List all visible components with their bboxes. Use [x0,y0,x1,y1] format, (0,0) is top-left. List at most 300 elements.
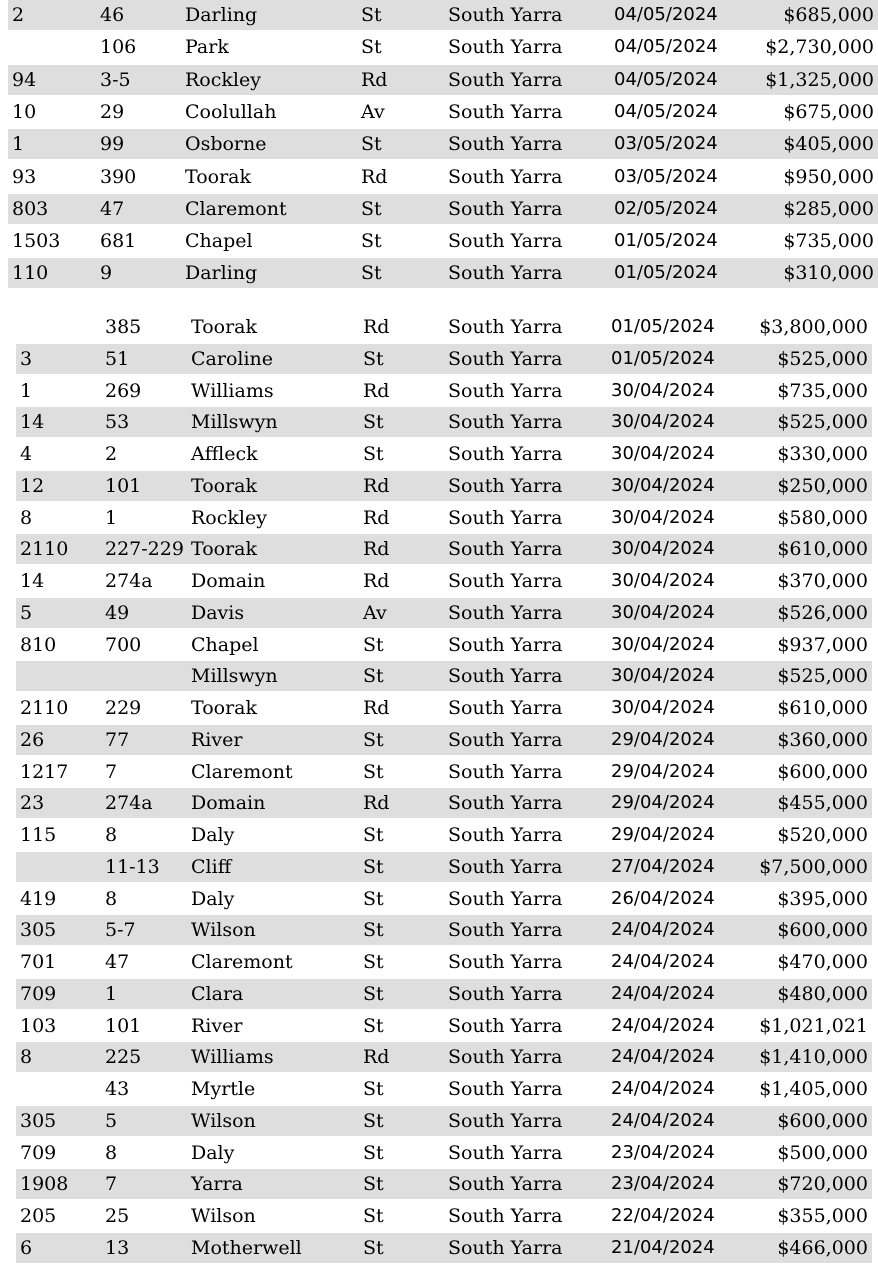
cell-price: $526,000 [777,601,868,624]
cell-price: $285,000 [783,197,874,220]
cell-type: Rd [363,506,390,529]
cell-date: 27/04/2024 [611,855,715,877]
cell-type: St [361,262,382,285]
cell-street: Motherwell [191,1236,302,1259]
cell-unit: 2110 [20,538,69,561]
cell-number: 7 [105,760,118,783]
cell-type: Rd [363,1046,390,1069]
cell-unit: 205 [20,1205,57,1227]
cell-date: 30/04/2024 [611,474,715,496]
cell-type: St [363,951,384,973]
table-row [8,97,878,127]
cell-date: 26/04/2024 [611,887,715,909]
cell-suburb: South Yarra [448,506,563,529]
table-row [16,566,872,596]
table-row [16,407,872,437]
cell-date: 30/04/2024 [611,538,715,560]
cell-street: Toorak [191,538,257,561]
cell-type: St [363,411,384,434]
cell-number: 700 [105,633,142,656]
cell-unit: 26 [20,728,45,751]
cell-unit: 701 [20,951,57,973]
cell-date: 04/05/2024 [614,36,718,58]
cell-street: Domain [191,570,266,592]
cell-unit: 709 [20,982,57,1005]
table-row [8,129,878,159]
cell-price: $360,000 [777,728,868,751]
cell-suburb: South Yarra [448,197,563,220]
table-row [16,947,872,977]
cell-price: $675,000 [783,100,874,123]
cell-suburb: South Yarra [448,4,563,26]
cell-date: 01/05/2024 [614,230,718,252]
cell-date: 22/04/2024 [611,1205,715,1226]
cell-price: $600,000 [777,919,868,942]
cell-type: St [361,36,382,59]
cell-number: 8 [105,1141,118,1164]
cell-unit: 1217 [20,760,69,783]
cell-date: 21/04/2024 [611,1236,715,1258]
cell-street: River [191,1014,243,1037]
cell-price: $1,410,000 [759,1046,868,1069]
cell-price: $500,000 [777,1141,868,1164]
cell-street: Rockley [191,506,267,529]
cell-number: 47 [105,951,130,973]
cell-number: 681 [100,230,137,253]
cell-unit: 1503 [12,230,61,253]
cell-street: Millswyn [191,411,278,434]
cell-number: 8 [105,824,118,846]
cell-date: 30/04/2024 [611,570,715,591]
table-row [8,32,878,62]
cell-street: Wilson [191,919,256,942]
cell-street: Chapel [191,633,259,656]
cell-number: 229 [105,697,142,719]
cell-unit: 709 [20,1141,57,1164]
cell-street: Claremont [185,197,287,220]
cell-suburb: South Yarra [448,633,563,656]
cell-type: St [361,133,382,156]
cell-street: Clara [191,982,244,1005]
cell-price: $735,000 [783,230,874,253]
cell-date: 30/04/2024 [611,443,715,464]
cell-number: 25 [105,1205,130,1227]
table-row [16,820,872,850]
table-row [16,439,872,469]
cell-number: 8 [105,887,118,910]
table-row [16,534,872,564]
cell-street: Caroline [191,347,274,370]
table-row [8,258,878,288]
cell-suburb: South Yarra [448,1173,563,1196]
cell-street: Wilson [191,1109,256,1132]
cell-unit: 1908 [20,1173,69,1196]
cell-number: 274a [105,792,153,815]
table-row [16,471,872,501]
cell-street: Claremont [191,951,293,973]
cell-price: $1,405,000 [759,1078,868,1100]
cell-street: Park [185,36,229,59]
cell-unit: 1 [20,379,33,402]
table-row [16,1201,872,1231]
cell-price: $600,000 [777,760,868,783]
cell-price: $310,000 [783,262,874,285]
cell-type: Rd [363,538,390,561]
table-row [16,852,872,882]
cell-date: 24/04/2024 [611,982,715,1004]
cell-date: 29/04/2024 [611,792,715,814]
cell-number: 9 [100,262,113,285]
cell-suburb: South Yarra [448,379,563,402]
cell-unit: 803 [12,197,49,220]
cell-unit: 8 [20,506,33,529]
cell-type: St [361,4,382,26]
cell-type: Rd [361,165,388,188]
cell-unit: 14 [20,570,45,592]
cell-type: St [363,633,384,656]
cell-number: 3-5 [100,68,131,91]
cell-type: St [361,230,382,253]
cell-number: 13 [105,1236,130,1259]
cell-suburb: South Yarra [448,68,563,91]
cell-unit: 12 [20,474,45,497]
cell-street: Rockley [185,68,261,91]
cell-number: 49 [105,601,130,624]
cell-unit: 103 [20,1014,57,1037]
cell-number: 77 [105,728,130,751]
cell-unit: 115 [20,824,57,846]
cell-type: Rd [363,474,390,497]
cell-street: Millswyn [191,665,278,688]
cell-type: St [363,728,384,751]
table-row [8,0,878,30]
cell-unit: 93 [12,165,37,188]
cell-price: $330,000 [777,443,868,465]
cell-number: 225 [105,1046,142,1069]
cell-street: Davis [191,601,245,624]
cell-street: Cliff [191,855,232,878]
cell-street: Toorak [191,697,257,719]
cell-price: $1,325,000 [765,68,874,91]
cell-price: $405,000 [783,133,874,156]
cell-suburb: South Yarra [448,697,563,719]
cell-street: Domain [191,792,266,815]
cell-suburb: South Yarra [448,1078,563,1100]
table-row [16,725,872,755]
cell-street: Myrtle [191,1078,256,1100]
table-row [16,1011,872,1041]
cell-suburb: South Yarra [448,824,563,846]
cell-date: 04/05/2024 [614,100,718,122]
cell-number: 99 [100,133,125,156]
cell-suburb: South Yarra [448,887,563,910]
cell-number: 29 [100,100,125,123]
cell-price: $525,000 [777,665,868,688]
cell-date: 30/04/2024 [611,633,715,655]
cell-unit: 1 [12,133,25,156]
cell-suburb: South Yarra [448,601,563,624]
cell-suburb: South Yarra [448,100,563,123]
cell-date: 23/04/2024 [611,1173,715,1195]
cell-type: St [363,855,384,878]
cell-type: Rd [363,792,390,815]
cell-type: St [361,197,382,220]
cell-price: $600,000 [777,1109,868,1132]
cell-type: St [363,1109,384,1132]
cell-suburb: South Yarra [448,347,563,370]
cell-type: St [363,919,384,942]
cell-date: 24/04/2024 [611,1046,715,1068]
cell-type: Av [361,100,385,123]
cell-price: $950,000 [783,165,874,188]
table-row [8,226,878,256]
cell-type: Rd [363,316,390,338]
cell-date: 24/04/2024 [611,1078,715,1099]
cell-unit: 10 [12,100,37,123]
cell-street: Darling [185,4,258,26]
cell-date: 29/04/2024 [611,728,715,750]
cell-date: 04/05/2024 [614,68,718,90]
cell-price: $720,000 [777,1173,868,1196]
cell-date: 30/04/2024 [611,601,715,623]
cell-type: St [363,443,384,465]
cell-street: Daly [191,1141,235,1164]
cell-suburb: South Yarra [448,165,563,188]
cell-number: 5 [105,1109,118,1132]
cell-type: Rd [361,68,388,91]
cell-suburb: South Yarra [448,1109,563,1132]
cell-unit: 8 [20,1046,33,1069]
cell-suburb: South Yarra [448,133,563,156]
cell-suburb: South Yarra [448,36,563,59]
cell-price: $2,730,000 [765,36,874,59]
cell-date: 24/04/2024 [611,1014,715,1036]
cell-date: 04/05/2024 [614,4,718,25]
cell-type: St [363,1141,384,1164]
cell-unit: 3 [20,347,33,370]
cell-number: 51 [105,347,130,370]
cell-price: $3,800,000 [759,316,868,338]
cell-unit: 14 [20,411,45,434]
cell-type: St [363,1078,384,1100]
cell-unit: 2 [12,4,25,26]
table-row [16,757,872,787]
table-row [16,1169,872,1199]
cell-suburb: South Yarra [448,982,563,1005]
table-row [16,1233,872,1263]
cell-type: Av [363,601,387,624]
cell-type: St [363,1236,384,1259]
cell-price: $610,000 [777,538,868,561]
cell-date: 03/05/2024 [614,133,718,155]
cell-number: 1 [105,982,118,1005]
table-row [16,598,872,628]
cell-unit: 110 [12,262,49,285]
cell-street: Yarra [191,1173,243,1196]
cell-suburb: South Yarra [448,230,563,253]
cell-street: Toorak [185,165,251,188]
cell-date: 23/04/2024 [611,1141,715,1163]
cell-price: $250,000 [777,474,868,497]
cell-date: 24/04/2024 [611,919,715,941]
cell-type: Rd [363,379,390,402]
cell-suburb: South Yarra [448,443,563,465]
cell-street: Daly [191,824,235,846]
table-row [16,344,872,374]
cell-date: 30/04/2024 [611,411,715,433]
cell-number: 53 [105,411,130,434]
cell-unit: 4 [20,443,33,465]
cell-price: $685,000 [783,4,874,26]
cell-suburb: South Yarra [448,262,563,285]
cell-suburb: South Yarra [448,1141,563,1164]
cell-street: Coolullah [185,100,277,123]
cell-price: $455,000 [777,792,868,815]
cell-number: 11-13 [105,855,160,878]
cell-street: Toorak [191,316,257,338]
cell-street: Darling [185,262,258,285]
cell-price: $525,000 [777,347,868,370]
cell-unit: 6 [20,1236,33,1259]
cell-date: 01/05/2024 [614,262,718,284]
cell-suburb: South Yarra [448,538,563,561]
cell-date: 01/05/2024 [611,316,715,337]
cell-street: Claremont [191,760,293,783]
cell-price: $610,000 [777,697,868,719]
cell-street: Toorak [191,474,257,497]
cell-number: 269 [105,379,142,402]
cell-suburb: South Yarra [448,411,563,434]
table-row [16,788,872,818]
cell-unit: 305 [20,919,57,942]
cell-suburb: South Yarra [448,760,563,783]
cell-type: St [363,824,384,846]
cell-date: 29/04/2024 [611,824,715,845]
cell-suburb: South Yarra [448,951,563,973]
cell-unit: 419 [20,887,57,910]
cell-date: 30/04/2024 [611,665,715,687]
cell-type: St [363,1205,384,1227]
cell-type: St [363,887,384,910]
cell-number: 106 [100,36,137,59]
table-row [16,312,872,342]
table-row [16,503,872,533]
cell-number: 227-229 [105,538,184,561]
cell-price: $735,000 [777,379,868,402]
cell-number: 5-7 [105,919,136,942]
cell-price: $525,000 [777,411,868,434]
table-row [8,162,878,192]
cell-date: 30/04/2024 [611,379,715,401]
cell-price: $466,000 [777,1236,868,1259]
cell-suburb: South Yarra [448,1046,563,1069]
cell-suburb: South Yarra [448,316,563,338]
cell-street: Affleck [191,443,258,465]
cell-price: $370,000 [777,570,868,592]
cell-number: 385 [105,316,142,338]
cell-type: Rd [363,697,390,719]
cell-price: $937,000 [777,633,868,656]
table-row [16,376,872,406]
sales-table-lower [16,312,872,1265]
cell-suburb: South Yarra [448,474,563,497]
table-row [8,65,878,95]
cell-price: $470,000 [777,951,868,973]
cell-date: 29/04/2024 [611,760,715,782]
cell-street: Wilson [191,1205,256,1227]
table-row [16,1042,872,1072]
cell-date: 30/04/2024 [611,506,715,528]
cell-unit: 305 [20,1109,57,1132]
cell-type: St [363,665,384,688]
cell-number: 47 [100,197,125,220]
table-row [16,884,872,914]
cell-price: $355,000 [777,1205,868,1227]
cell-price: $520,000 [777,824,868,846]
cell-street: Williams [191,1046,274,1069]
cell-unit: 94 [12,68,37,91]
table-row [16,1106,872,1136]
cell-suburb: South Yarra [448,665,563,688]
cell-suburb: South Yarra [448,570,563,592]
cell-number: 274a [105,570,153,592]
cell-street: River [191,728,243,751]
table-row [8,194,878,224]
cell-price: $7,500,000 [759,855,868,878]
cell-price: $1,021,021 [759,1014,868,1037]
cell-price: $395,000 [777,887,868,910]
table-row [16,1074,872,1104]
table-row [16,630,872,660]
cell-street: Williams [191,379,274,402]
cell-date: 03/05/2024 [614,165,718,187]
cell-street: Osborne [185,133,267,156]
cell-street: Daly [191,887,235,910]
cell-type: St [363,1014,384,1037]
cell-date: 02/05/2024 [614,197,718,219]
cell-number: 390 [100,165,137,188]
cell-date: 01/05/2024 [611,347,715,369]
cell-date: 30/04/2024 [611,697,715,718]
cell-suburb: South Yarra [448,919,563,942]
cell-unit: 5 [20,601,33,624]
cell-number: 46 [100,4,125,26]
cell-unit: 23 [20,792,45,815]
table-row [16,979,872,1009]
cell-type: St [363,1173,384,1196]
cell-type: St [363,347,384,370]
cell-number: 2 [105,443,118,465]
cell-number: 101 [105,1014,142,1037]
cell-type: St [363,982,384,1005]
cell-number: 1 [105,506,118,529]
cell-number: 101 [105,474,142,497]
sales-table-upper [8,0,878,291]
cell-number: 7 [105,1173,118,1196]
cell-suburb: South Yarra [448,792,563,815]
cell-unit: 810 [20,633,57,656]
cell-price: $480,000 [777,982,868,1005]
cell-type: Rd [363,570,390,592]
cell-type: St [363,760,384,783]
cell-unit: 2110 [20,697,69,719]
cell-suburb: South Yarra [448,1014,563,1037]
cell-date: 24/04/2024 [611,951,715,972]
cell-street: Chapel [185,230,253,253]
table-row [16,1138,872,1168]
cell-price: $580,000 [777,506,868,529]
table-row [16,693,872,723]
